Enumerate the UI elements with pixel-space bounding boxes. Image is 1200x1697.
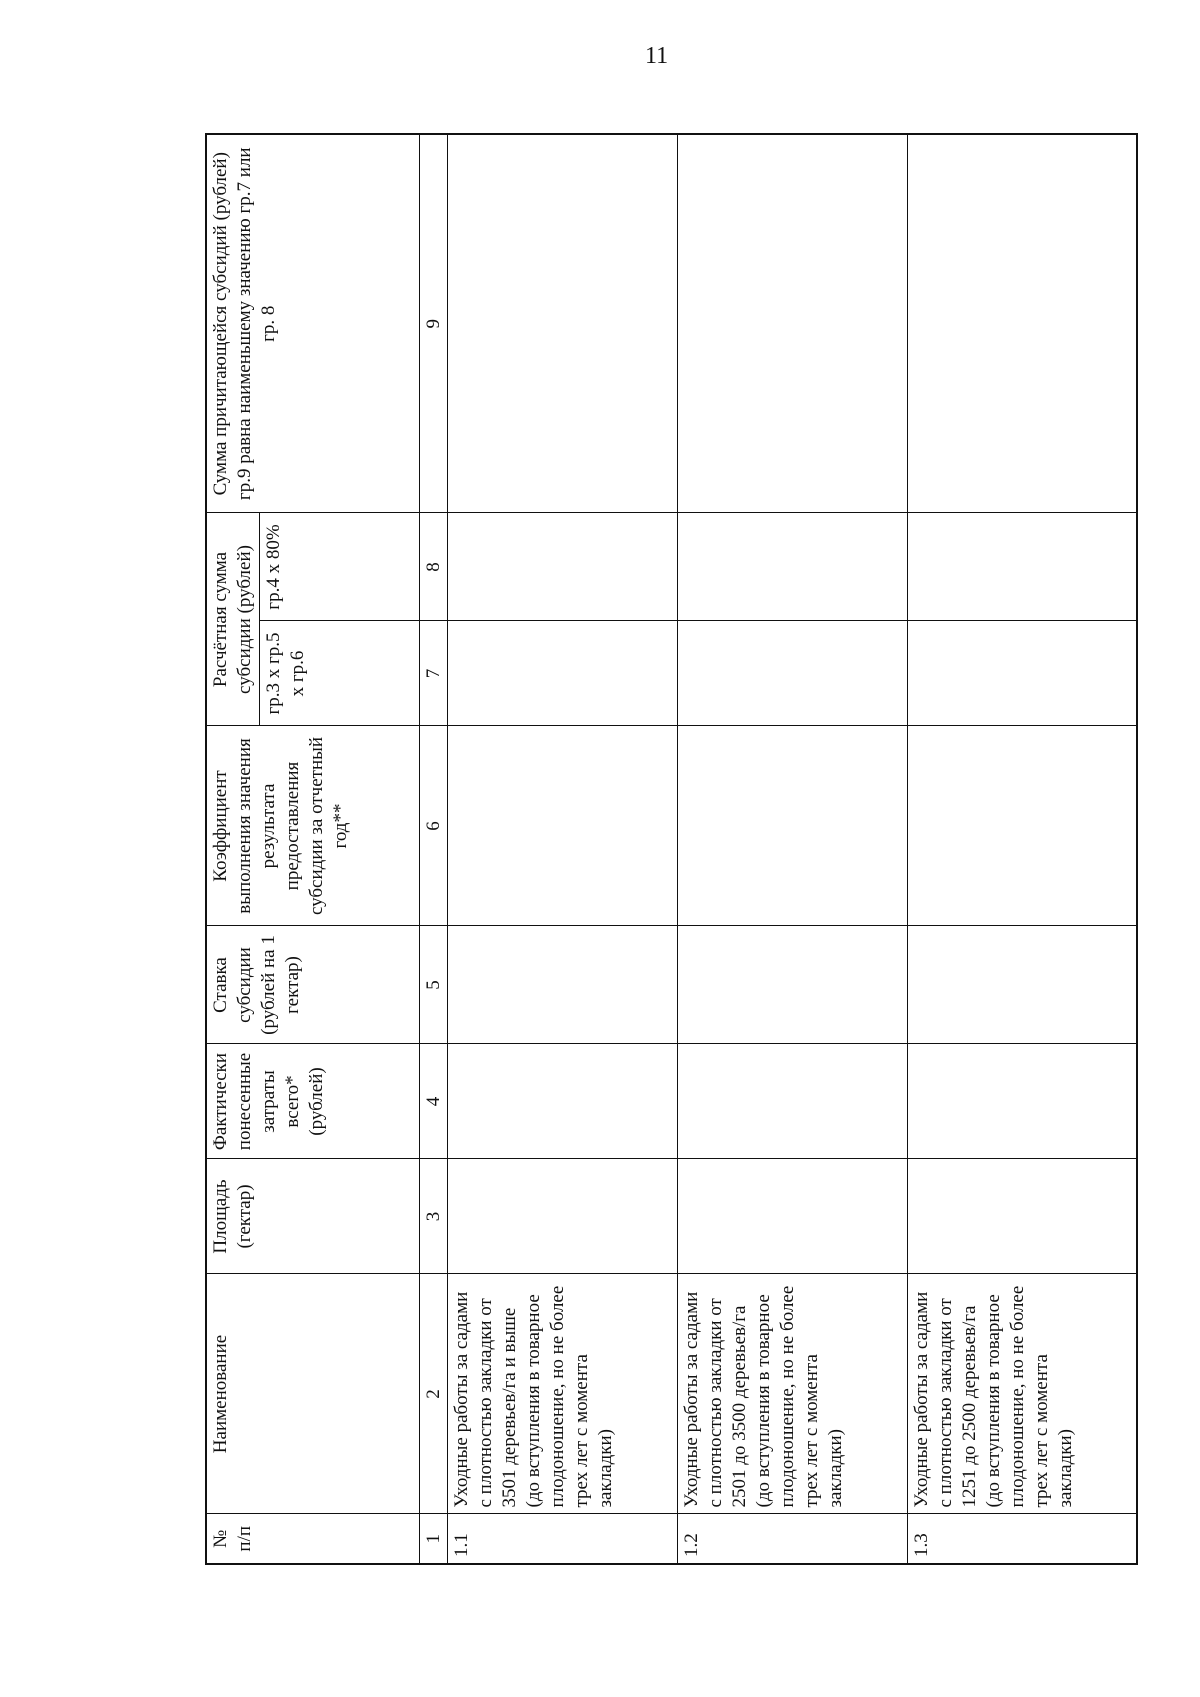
cell-col7 xyxy=(908,621,1137,726)
cell-actual-costs xyxy=(448,1044,678,1159)
table-row xyxy=(448,134,678,1564)
table-rotated-wrapper xyxy=(205,135,1130,1565)
column-number: 2 xyxy=(420,1274,448,1514)
row-name: Уходные работы за садами с плотностью закладки от 1251 до 2500 деревьев/га (до вступления в товарное плодоношение, но не более трех лет с момента закладки) xyxy=(908,1274,1137,1514)
cell-col8 xyxy=(678,513,908,621)
header-calculated-sum: Расчётная сумма субсидии (рублей) xyxy=(206,513,260,726)
column-number: 1 xyxy=(420,1514,448,1564)
column-number: 6 xyxy=(420,726,448,926)
row-index: 1.3 xyxy=(908,1514,1137,1564)
row-index: 1.2 xyxy=(678,1514,908,1564)
row-name: Уходные работы за садами с плотностью закладки от 2501 до 3500 деревьев/га (до вступления в товарное плодоношение, но не более трех лет с момента закладки) xyxy=(678,1274,908,1514)
row-name: Уходные работы за садами с плотностью закладки от 3501 деревьев/га и выше (до вступления в товарное плодоношение, но не более трех лет с момента закладки) xyxy=(448,1274,678,1514)
header-col8-formula: гр.4 х 80% xyxy=(260,513,420,621)
cell-subsidy-total xyxy=(448,134,678,513)
header-col7-formula: гр.3 х гр.5 х гр.6 xyxy=(260,621,420,726)
cell-area xyxy=(678,1159,908,1274)
column-number: 4 xyxy=(420,1044,448,1159)
cell-subsidy-total xyxy=(678,134,908,513)
cell-subsidy-rate xyxy=(678,926,908,1044)
cell-subsidy-rate xyxy=(908,926,1137,1044)
cell-col8 xyxy=(448,513,678,621)
column-number: 7 xyxy=(420,621,448,726)
column-number: 9 xyxy=(420,134,448,513)
column-numbers-row xyxy=(420,134,448,1564)
page-number: 11 xyxy=(645,43,669,69)
header-index: № п/п xyxy=(206,1514,420,1564)
column-number: 3 xyxy=(420,1159,448,1274)
cell-subsidy-total xyxy=(908,134,1137,513)
table-row xyxy=(678,134,908,1564)
cell-col8 xyxy=(908,513,1137,621)
cell-col7 xyxy=(678,621,908,726)
header-area: Площадь (гектар) xyxy=(206,1159,420,1274)
cell-subsidy-rate xyxy=(448,926,678,1044)
column-number: 5 xyxy=(420,926,448,1044)
header-coefficient: Коэффициент выполнения значения результата предоставления субсидии за отчетный год** xyxy=(206,726,420,926)
cell-area xyxy=(908,1159,1137,1274)
header-actual-costs: Фактически понесенные затраты всего* (рублей) xyxy=(206,1044,420,1159)
cell-area xyxy=(448,1159,678,1274)
row-index: 1.1 xyxy=(448,1514,678,1564)
cell-coefficient xyxy=(448,726,678,926)
cell-col7 xyxy=(448,621,678,726)
header-subsidy-total: Сумма причитающейся субсидий (рублей) гр.9 равна наименьшему значению гр.7 или гр. 8 xyxy=(206,134,420,513)
cell-coefficient xyxy=(678,726,908,926)
cell-coefficient xyxy=(908,726,1137,926)
header-subsidy-rate: Ставка субсидии (рублей на 1 гектар) xyxy=(206,926,420,1044)
header-name: Наименование xyxy=(206,1274,420,1514)
cell-actual-costs xyxy=(908,1044,1137,1159)
column-number: 8 xyxy=(420,513,448,621)
header-row-top xyxy=(206,134,260,1564)
subsidy-table xyxy=(205,133,1138,1565)
cell-actual-costs xyxy=(678,1044,908,1159)
table-row xyxy=(908,134,1137,1564)
